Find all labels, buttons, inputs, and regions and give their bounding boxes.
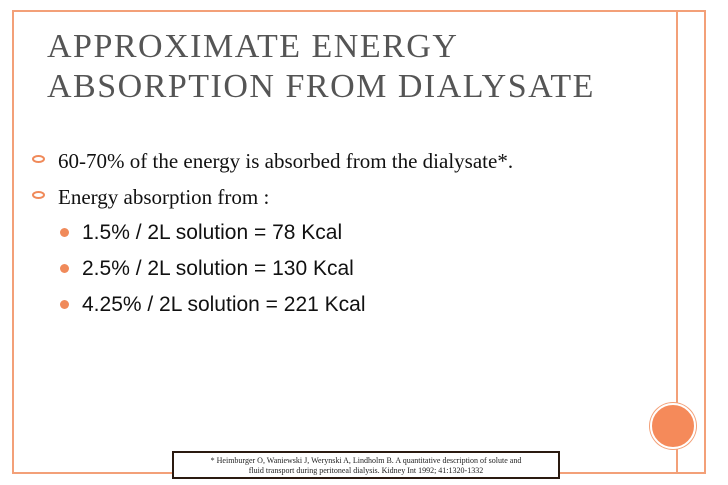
bullet-dot-icon xyxy=(60,264,69,273)
bullet-item xyxy=(28,179,668,215)
reference-footnote xyxy=(172,451,560,479)
sub-bullet-text: 1.5% / 2L solution = 78 Kcal xyxy=(82,221,343,244)
bullet-list xyxy=(28,143,668,323)
slide-title-line-1: APPROXIMATE ENERGY xyxy=(47,28,459,65)
sub-bullet-item xyxy=(28,287,668,323)
slide-title xyxy=(47,27,595,107)
footnote-line-2: fluid transport during peritoneal dialysis. Kidney Int 1992; 41:1320-1332 xyxy=(248,466,484,475)
bullet-item xyxy=(28,143,668,179)
footnote-line-1: * Heimburger O, Waniewski J, Werynski A, Lindholm B. A quantitative description of solute and xyxy=(210,456,522,465)
sub-bullet-item xyxy=(28,215,668,251)
sub-bullet-item xyxy=(28,251,668,287)
sub-bullet-text: 2.5% / 2L solution = 130 Kcal xyxy=(82,257,354,280)
sub-bullet-text: 4.25% / 2L solution = 221 Kcal xyxy=(82,293,366,316)
bullet-ring-icon xyxy=(32,155,45,163)
decorative-circle xyxy=(650,403,696,449)
slide-title-line-2: ABSORPTION FROM DIALYSATE xyxy=(47,68,595,105)
bullet-dot-icon xyxy=(60,300,69,309)
bullet-text: Energy absorption from : xyxy=(58,185,270,209)
bullet-dot-icon xyxy=(60,228,69,237)
bullet-text: 60-70% of the energy is absorbed from the dialysate*. xyxy=(58,149,514,173)
bullet-ring-icon xyxy=(32,191,45,199)
